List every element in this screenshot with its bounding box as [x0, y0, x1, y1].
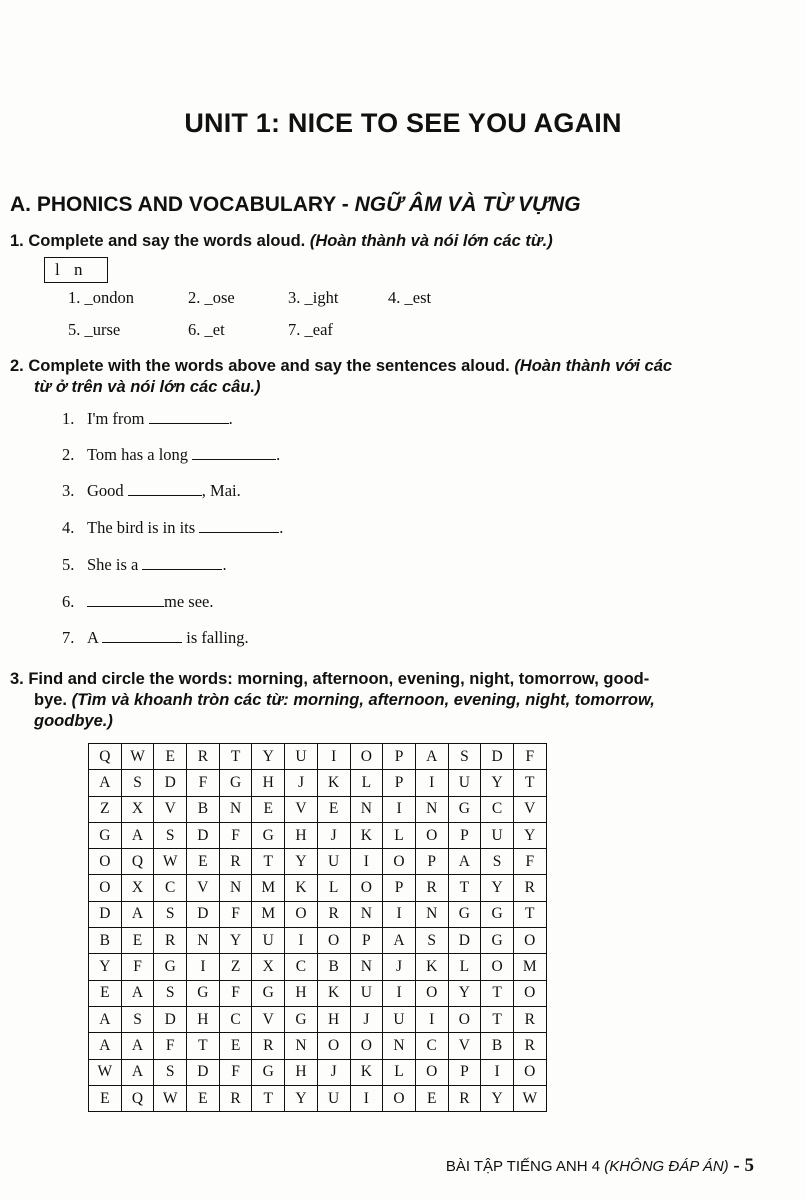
grid-cell[interactable]: U	[317, 849, 350, 875]
section-a-separator: -	[335, 193, 355, 216]
grid-cell[interactable]: B	[89, 928, 122, 954]
grid-cell[interactable]: O	[448, 1006, 481, 1032]
grid-cell[interactable]: R	[415, 875, 448, 901]
word-search-grid	[88, 743, 547, 1112]
grid-cell[interactable]: N	[219, 796, 252, 822]
grid-cell[interactable]: Y	[219, 928, 252, 954]
grid-cell[interactable]: P	[448, 1059, 481, 1085]
ex1-instruction	[10, 231, 553, 252]
grid-cell[interactable]: A	[89, 1006, 122, 1032]
grid-cell[interactable]: V	[285, 796, 318, 822]
grid-cell[interactable]: O	[383, 849, 416, 875]
sentence-text: is falling.	[182, 628, 249, 647]
grid-cell[interactable]: D	[154, 1006, 187, 1032]
grid-cell[interactable]: K	[317, 770, 350, 796]
grid-cell[interactable]: T	[481, 980, 514, 1006]
grid-row	[89, 1033, 547, 1059]
grid-cell[interactable]: F	[121, 954, 154, 980]
grid-cell[interactable]: J	[285, 770, 318, 796]
grid-cell[interactable]: T	[481, 1006, 514, 1032]
grid-cell[interactable]: O	[89, 875, 122, 901]
grid-cell[interactable]: K	[415, 954, 448, 980]
grid-cell[interactable]: W	[154, 849, 187, 875]
grid-cell[interactable]: M	[252, 901, 285, 927]
grid-cell[interactable]: Y	[513, 822, 546, 848]
answer-blank[interactable]	[149, 409, 229, 424]
sentence-text: .	[276, 445, 281, 464]
grid-row	[89, 954, 547, 980]
grid-cell[interactable]: F	[219, 980, 252, 1006]
grid-cell[interactable]: G	[187, 980, 220, 1006]
grid-cell[interactable]: R	[317, 901, 350, 927]
ex2-instruction	[10, 356, 672, 398]
grid-cell[interactable]: B	[481, 1033, 514, 1059]
grid-cell[interactable]: D	[154, 770, 187, 796]
grid-cell[interactable]: N	[415, 901, 448, 927]
grid-cell[interactable]: C	[415, 1033, 448, 1059]
grid-cell[interactable]: I	[383, 796, 416, 822]
grid-cell[interactable]: G	[219, 770, 252, 796]
grid-cell[interactable]: D	[89, 901, 122, 927]
grid-cell[interactable]: S	[121, 1006, 154, 1032]
grid-cell[interactable]: F	[219, 901, 252, 927]
grid-cell[interactable]: N	[350, 796, 383, 822]
sentence-text: me see.	[164, 592, 214, 611]
sentence-number: 6.	[62, 592, 75, 611]
grid-cell[interactable]: E	[252, 796, 285, 822]
grid-cell[interactable]: D	[448, 928, 481, 954]
word-item: 1. _ondon	[68, 288, 134, 307]
grid-cell[interactable]: O	[415, 980, 448, 1006]
grid-cell[interactable]: A	[89, 770, 122, 796]
grid-cell[interactable]: S	[154, 1059, 187, 1085]
page-title: UNIT 1: NICE TO SEE YOU AGAIN	[184, 108, 622, 138]
grid-cell[interactable]: W	[513, 1085, 546, 1111]
grid-cell[interactable]: I	[350, 1085, 383, 1111]
grid-cell[interactable]: N	[350, 954, 383, 980]
grid-cell[interactable]: P	[415, 849, 448, 875]
grid-cell[interactable]: V	[513, 796, 546, 822]
grid-cell[interactable]: R	[252, 1033, 285, 1059]
grid-cell[interactable]: E	[219, 1033, 252, 1059]
grid-cell[interactable]: G	[481, 901, 514, 927]
grid-cell[interactable]: O	[285, 901, 318, 927]
grid-cell[interactable]: T	[513, 901, 546, 927]
grid-cell[interactable]: H	[252, 770, 285, 796]
answer-blank[interactable]	[142, 555, 222, 570]
grid-cell[interactable]: K	[317, 980, 350, 1006]
grid-cell[interactable]: O	[513, 1059, 546, 1085]
grid-cell[interactable]: F	[513, 849, 546, 875]
grid-cell[interactable]: L	[350, 770, 383, 796]
grid-cell[interactable]: V	[154, 796, 187, 822]
grid-cell[interactable]: P	[350, 928, 383, 954]
grid-cell[interactable]: O	[415, 822, 448, 848]
grid-cell[interactable]: R	[513, 1033, 546, 1059]
grid-cell[interactable]: H	[187, 1006, 220, 1032]
sentence-text: I'm from	[87, 409, 149, 428]
grid-cell[interactable]: G	[252, 822, 285, 848]
grid-cell[interactable]: V	[187, 875, 220, 901]
grid-cell[interactable]: E	[89, 980, 122, 1006]
sentence-number: 7.	[62, 628, 75, 647]
answer-blank[interactable]	[128, 481, 202, 496]
grid-cell[interactable]: P	[383, 875, 416, 901]
grid-cell[interactable]: I	[383, 980, 416, 1006]
grid-cell[interactable]: E	[187, 1085, 220, 1111]
answer-blank[interactable]	[102, 628, 182, 643]
grid-cell[interactable]: I	[415, 1006, 448, 1032]
grid-cell[interactable]: U	[481, 822, 514, 848]
grid-cell[interactable]: O	[513, 928, 546, 954]
grid-cell[interactable]: G	[252, 1059, 285, 1085]
grid-cell[interactable]: W	[154, 1085, 187, 1111]
grid-cell[interactable]: B	[317, 954, 350, 980]
grid-cell[interactable]: S	[154, 980, 187, 1006]
grid-cell[interactable]: D	[187, 822, 220, 848]
grid-cell[interactable]: G	[448, 796, 481, 822]
grid-cell[interactable]: O	[350, 1033, 383, 1059]
grid-cell[interactable]: A	[415, 744, 448, 770]
grid-cell[interactable]: D	[187, 1059, 220, 1085]
sentence-number: 3.	[62, 481, 75, 500]
sentence-4	[62, 518, 283, 538]
sentence-text: Tom has a long	[87, 445, 193, 464]
grid-cell[interactable]: X	[121, 796, 154, 822]
grid-row	[89, 980, 547, 1006]
sentence-number: 1.	[62, 409, 75, 428]
ex1-instruction-en: 1. Complete and say the words aloud.	[10, 232, 306, 250]
word-item: 2. _ose	[188, 288, 235, 307]
grid-cell[interactable]: C	[154, 875, 187, 901]
grid-row	[89, 822, 547, 848]
grid-cell[interactable]: L	[383, 1059, 416, 1085]
grid-cell[interactable]: X	[252, 954, 285, 980]
answer-blank[interactable]	[192, 445, 276, 460]
sentence-text: , Mai.	[201, 481, 241, 500]
grid-cell[interactable]: V	[252, 1006, 285, 1032]
word-item: 6. _et	[188, 320, 225, 339]
grid-cell[interactable]: O	[481, 954, 514, 980]
sentence-text: A	[87, 628, 103, 647]
grid-cell[interactable]: U	[350, 980, 383, 1006]
grid-cell[interactable]: Y	[448, 980, 481, 1006]
grid-cell[interactable]: J	[383, 954, 416, 980]
grid-cell[interactable]: U	[317, 1085, 350, 1111]
grid-cell[interactable]: D	[481, 744, 514, 770]
grid-cell[interactable]: I	[317, 744, 350, 770]
grid-cell[interactable]: Y	[481, 1085, 514, 1111]
grid-cell[interactable]: E	[187, 849, 220, 875]
grid-cell[interactable]: S	[448, 744, 481, 770]
grid-cell[interactable]: F	[154, 1033, 187, 1059]
grid-cell[interactable]: T	[252, 1085, 285, 1111]
grid-cell[interactable]: O	[317, 1033, 350, 1059]
grid-cell[interactable]: N	[383, 1033, 416, 1059]
grid-cell[interactable]: H	[317, 1006, 350, 1032]
grid-cell[interactable]: A	[121, 1059, 154, 1085]
grid-cell[interactable]: T	[187, 1033, 220, 1059]
ex3-instruction	[10, 669, 655, 732]
grid-cell[interactable]: A	[121, 980, 154, 1006]
grid-cell[interactable]: F	[513, 744, 546, 770]
grid-cell[interactable]: G	[285, 1006, 318, 1032]
grid-cell[interactable]: J	[350, 1006, 383, 1032]
grid-cell[interactable]: H	[285, 980, 318, 1006]
sentence-text: She is a	[87, 555, 143, 574]
word-item: 3. _ight	[288, 288, 339, 307]
ex3-instruction-vi: (Tìm và khoanh tròn các từ: morning, afternoon, evening, night, tomorrow,	[71, 691, 655, 709]
footer-separator: -	[728, 1155, 745, 1176]
grid-cell[interactable]: P	[383, 744, 416, 770]
grid-cell[interactable]: V	[448, 1033, 481, 1059]
grid-cell[interactable]: Z	[89, 796, 122, 822]
grid-row	[89, 744, 547, 770]
grid-cell[interactable]: Y	[252, 744, 285, 770]
grid-cell[interactable]: N	[187, 928, 220, 954]
grid-cell[interactable]: G	[448, 901, 481, 927]
grid-cell[interactable]: K	[350, 822, 383, 848]
grid-cell[interactable]: C	[219, 1006, 252, 1032]
sentence-text: .	[228, 409, 233, 428]
sentence-text: Good	[87, 481, 128, 500]
sentence-text: .	[222, 555, 227, 574]
grid-cell[interactable]: N	[415, 796, 448, 822]
section-a-vietnamese: NGỮ ÂM VÀ TỪ VỰNG	[354, 193, 581, 216]
grid-cell[interactable]: W	[89, 1059, 122, 1085]
sentence-1	[62, 409, 233, 429]
grid-row	[89, 796, 547, 822]
sentence-number: 5.	[62, 555, 75, 574]
grid-cell[interactable]: O	[89, 849, 122, 875]
grid-cell[interactable]: U	[383, 1006, 416, 1032]
sentence-6	[62, 592, 213, 612]
grid-cell[interactable]: O	[317, 928, 350, 954]
answer-blank[interactable]	[199, 518, 279, 533]
grid-cell[interactable]: R	[513, 875, 546, 901]
grid-cell[interactable]: E	[121, 928, 154, 954]
grid-cell[interactable]: B	[187, 796, 220, 822]
grid-cell[interactable]: T	[252, 849, 285, 875]
grid-cell[interactable]: R	[219, 1085, 252, 1111]
grid-cell[interactable]: G	[89, 822, 122, 848]
grid-cell[interactable]: R	[187, 744, 220, 770]
page-number: 5	[744, 1155, 754, 1176]
grid-cell[interactable]: J	[317, 1059, 350, 1085]
grid-row	[89, 849, 547, 875]
grid-cell[interactable]: T	[219, 744, 252, 770]
answer-blank[interactable]	[87, 592, 164, 607]
grid-row	[89, 1059, 547, 1085]
ex3-instruction-en-line2: bye.	[34, 691, 68, 709]
grid-cell[interactable]: S	[415, 928, 448, 954]
grid-cell[interactable]: O	[350, 875, 383, 901]
grid-cell[interactable]: S	[481, 849, 514, 875]
grid-cell[interactable]: S	[121, 770, 154, 796]
grid-cell[interactable]: W	[121, 744, 154, 770]
grid-cell[interactable]: L	[383, 822, 416, 848]
grid-cell[interactable]: R	[154, 928, 187, 954]
grid-cell[interactable]: I	[350, 849, 383, 875]
grid-cell[interactable]: A	[89, 1033, 122, 1059]
grid-cell[interactable]: A	[121, 822, 154, 848]
grid-cell[interactable]: M	[513, 954, 546, 980]
grid-cell[interactable]: U	[252, 928, 285, 954]
grid-cell[interactable]: O	[415, 1059, 448, 1085]
grid-cell[interactable]: P	[448, 822, 481, 848]
sentence-7	[62, 628, 249, 648]
grid-cell[interactable]: I	[481, 1059, 514, 1085]
grid-cell[interactable]: Y	[481, 770, 514, 796]
letters-box: l n	[44, 257, 108, 283]
page-footer	[446, 1155, 754, 1177]
section-a-heading	[10, 193, 581, 217]
grid-cell[interactable]: Q	[89, 744, 122, 770]
grid-cell[interactable]: C	[481, 796, 514, 822]
grid-cell[interactable]: H	[285, 1059, 318, 1085]
grid-cell[interactable]: M	[252, 875, 285, 901]
word-item: 4. _est	[388, 288, 432, 307]
grid-cell[interactable]: I	[285, 928, 318, 954]
grid-cell[interactable]: H	[285, 822, 318, 848]
sentence-text: The bird is in its	[87, 518, 200, 537]
grid-cell[interactable]: Y	[481, 875, 514, 901]
grid-cell[interactable]: U	[448, 770, 481, 796]
grid-cell[interactable]: T	[513, 770, 546, 796]
grid-cell[interactable]: O	[383, 1085, 416, 1111]
book-title: BÀI TẬP TIẾNG ANH 4	[445, 1158, 601, 1175]
ex2-instruction-en: 2. Complete with the words above and say the sentences aloud.	[10, 357, 510, 375]
grid-cell[interactable]: E	[415, 1085, 448, 1111]
ex1-instruction-vi: (Hoàn thành và nói lớn các từ.)	[309, 232, 553, 250]
grid-cell[interactable]: L	[317, 875, 350, 901]
grid-cell[interactable]: R	[513, 1006, 546, 1032]
grid-cell[interactable]: O	[513, 980, 546, 1006]
word-item: 7. _eaf	[288, 320, 333, 339]
grid-cell[interactable]: J	[317, 822, 350, 848]
grid-cell[interactable]: N	[285, 1033, 318, 1059]
grid-cell[interactable]: U	[285, 744, 318, 770]
grid-row	[89, 901, 547, 927]
grid-cell[interactable]: Y	[285, 849, 318, 875]
grid-cell[interactable]: S	[154, 901, 187, 927]
grid-cell[interactable]: A	[448, 849, 481, 875]
grid-cell[interactable]: O	[350, 744, 383, 770]
grid-cell[interactable]: S	[154, 822, 187, 848]
grid-cell[interactable]: A	[383, 928, 416, 954]
grid-cell[interactable]: Q	[121, 1085, 154, 1111]
sentence-number: 2.	[62, 445, 75, 464]
grid-cell[interactable]: I	[415, 770, 448, 796]
grid-cell[interactable]: I	[383, 901, 416, 927]
grid-cell[interactable]: E	[317, 796, 350, 822]
grid-cell[interactable]: E	[154, 744, 187, 770]
grid-cell[interactable]: G	[154, 954, 187, 980]
word-item: 5. _urse	[68, 320, 121, 339]
grid-cell[interactable]: N	[350, 901, 383, 927]
ex2-instruction-vi: (Hoàn thành với các	[514, 357, 673, 375]
grid-cell[interactable]: C	[285, 954, 318, 980]
grid-cell[interactable]: Z	[219, 954, 252, 980]
grid-cell[interactable]: Q	[121, 849, 154, 875]
grid-row	[89, 770, 547, 796]
grid-row	[89, 875, 547, 901]
ex3-instruction-vi-line3: goodbye.)	[34, 712, 113, 730]
section-a-english: A. PHONICS AND VOCABULARY	[10, 193, 336, 216]
grid-cell[interactable]: L	[448, 954, 481, 980]
sentence-number: 4.	[62, 518, 75, 537]
grid-cell[interactable]: R	[448, 1085, 481, 1111]
sentence-5	[62, 555, 227, 575]
grid-cell[interactable]: G	[481, 928, 514, 954]
grid-cell[interactable]: A	[121, 1033, 154, 1059]
grid-cell[interactable]: T	[448, 875, 481, 901]
ex3-instruction-en: 3. Find and circle the words: morning, afternoon, evening, night, tomorrow, good-	[10, 670, 650, 688]
grid-cell[interactable]: R	[219, 849, 252, 875]
sentence-2	[62, 445, 280, 465]
grid-cell[interactable]: G	[252, 980, 285, 1006]
sentence-3	[62, 481, 241, 501]
grid-cell[interactable]: F	[219, 822, 252, 848]
grid-cell[interactable]: F	[219, 1059, 252, 1085]
grid-cell[interactable]: A	[121, 901, 154, 927]
grid-cell[interactable]: D	[187, 901, 220, 927]
grid-cell[interactable]: N	[219, 875, 252, 901]
grid-cell[interactable]: Y	[285, 1085, 318, 1111]
book-note: (KHÔNG ĐÁP ÁN)	[604, 1158, 729, 1175]
grid-row	[89, 1085, 547, 1111]
grid-row	[89, 1006, 547, 1032]
grid-cell[interactable]: E	[89, 1085, 122, 1111]
grid-row	[89, 928, 547, 954]
ex2-instruction-vi-line2: từ ở trên và nói lớn các câu.)	[34, 378, 261, 396]
grid-cell[interactable]: I	[187, 954, 220, 980]
grid-cell[interactable]: K	[350, 1059, 383, 1085]
grid-cell[interactable]: K	[285, 875, 318, 901]
sentence-text: .	[279, 518, 284, 537]
grid-cell[interactable]: P	[383, 770, 416, 796]
grid-cell[interactable]: X	[121, 875, 154, 901]
grid-cell[interactable]: F	[187, 770, 220, 796]
grid-cell[interactable]: Y	[89, 954, 122, 980]
